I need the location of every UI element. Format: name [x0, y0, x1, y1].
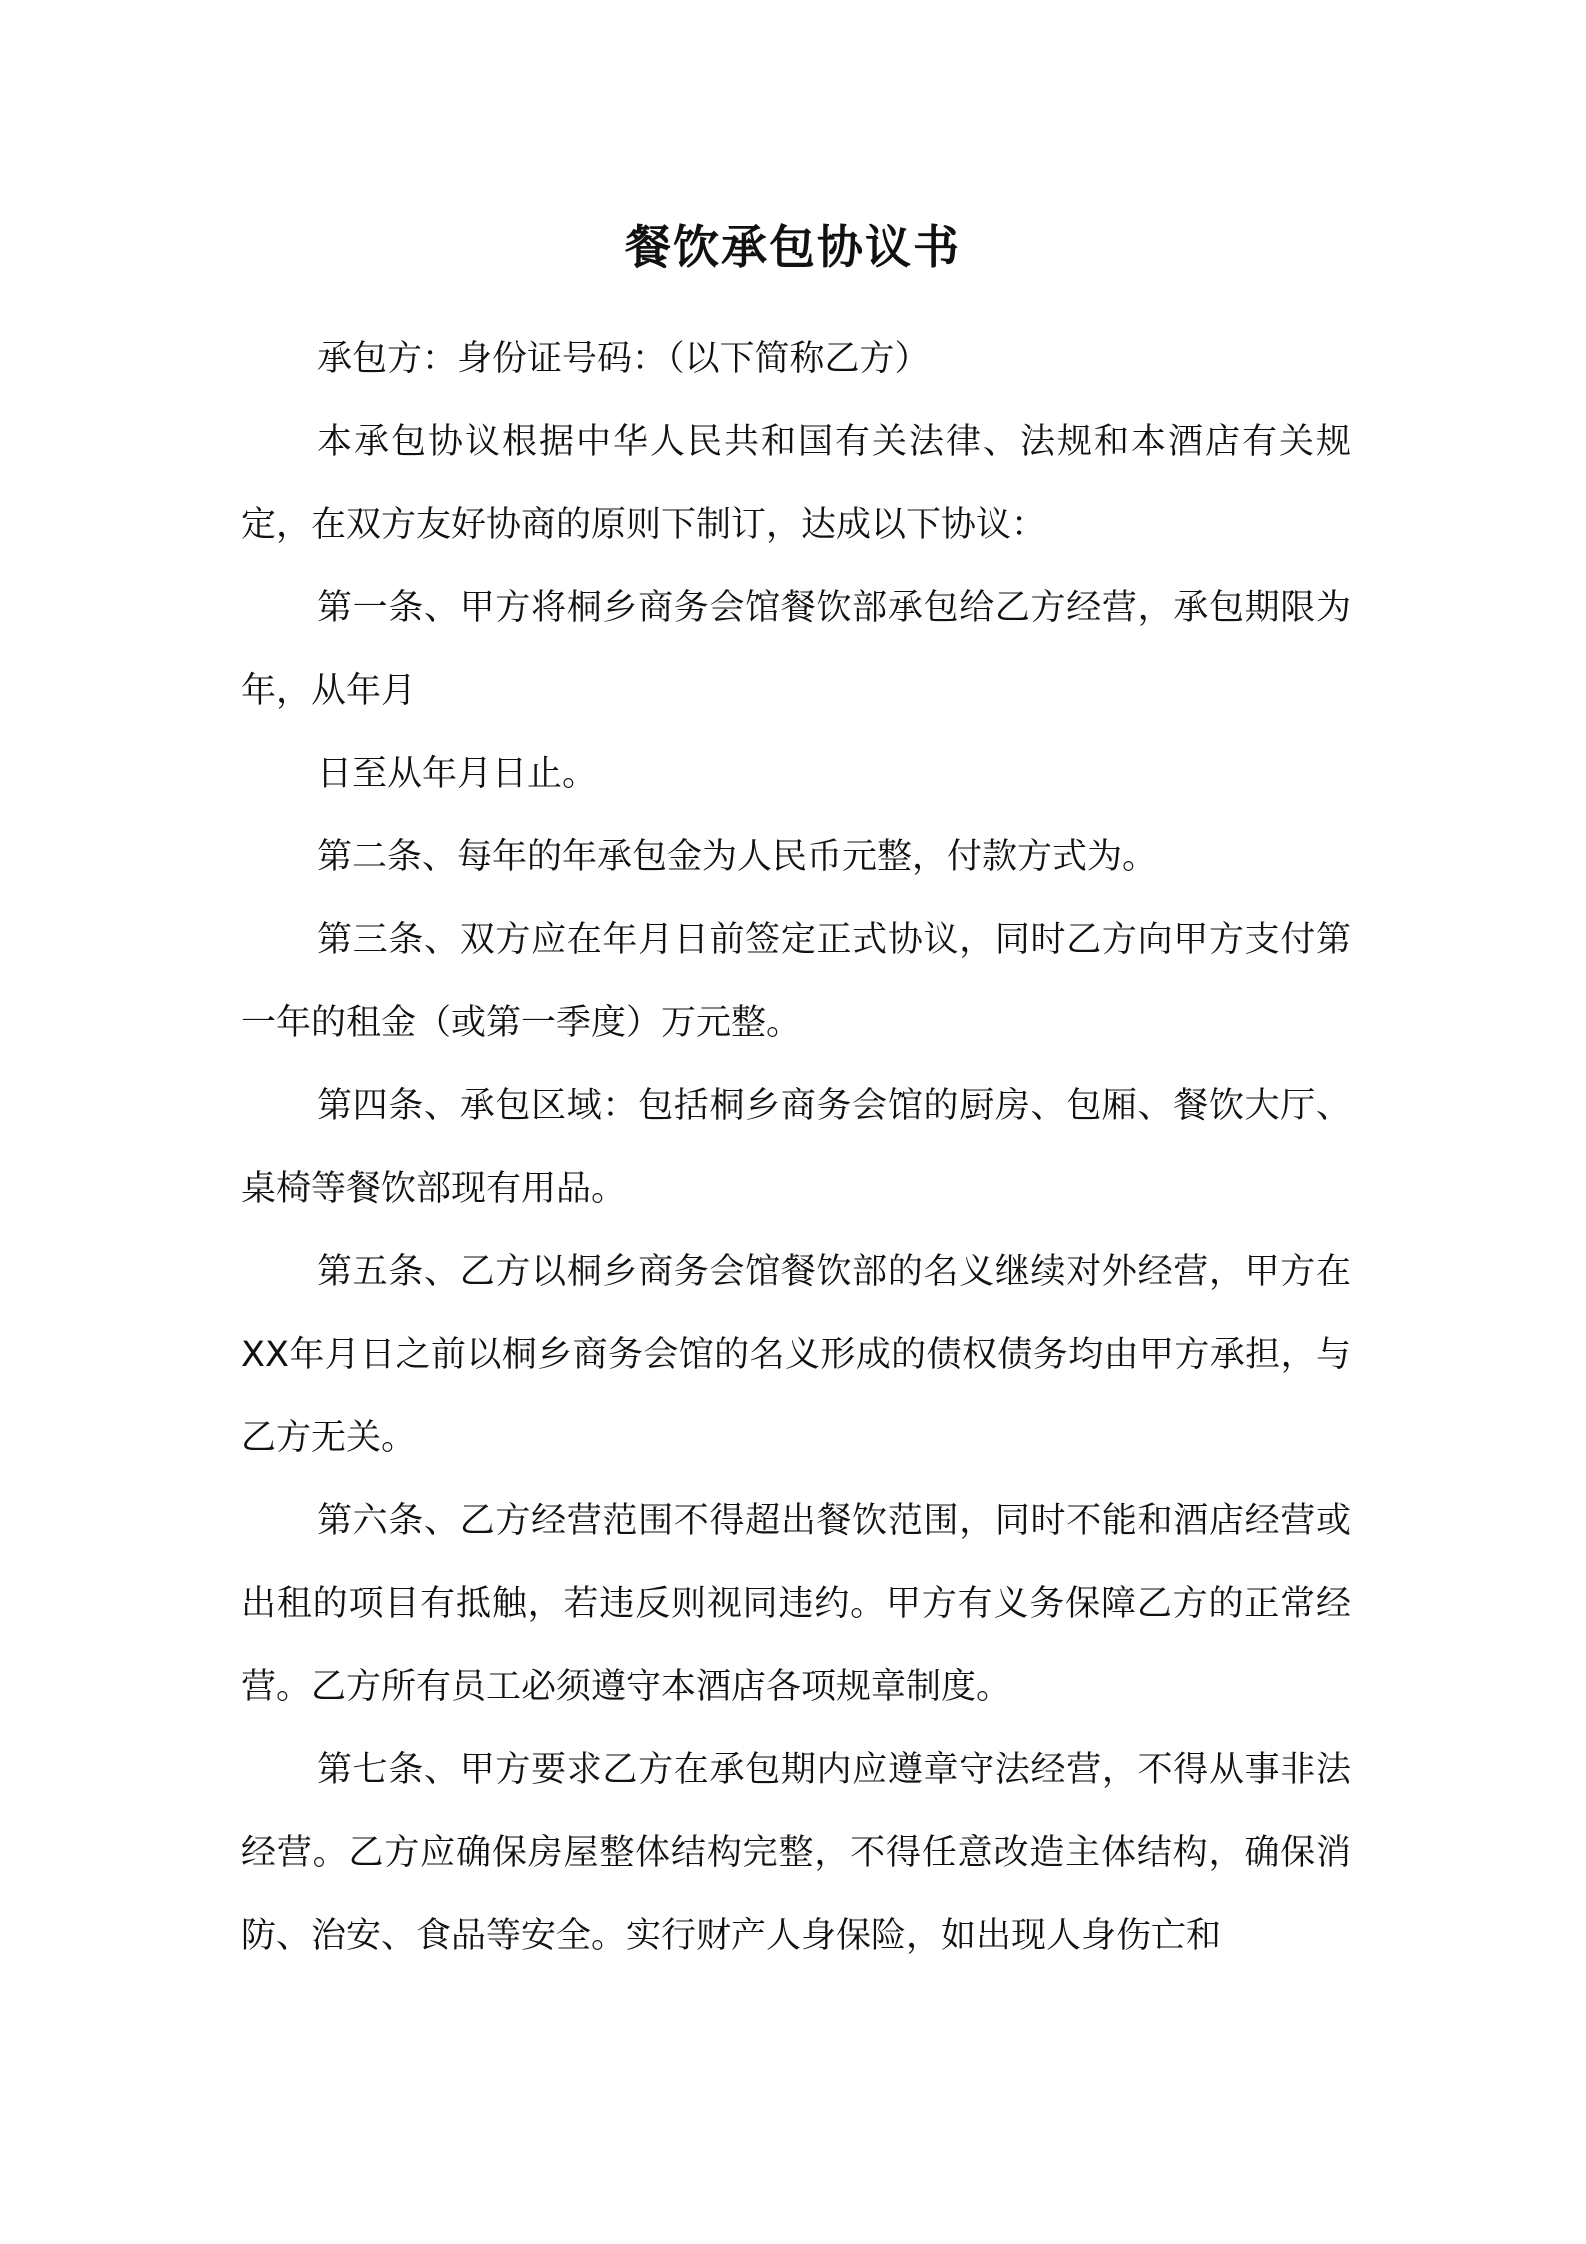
paragraph-article-1-continued: 日至从年月日止。: [317, 754, 598, 794]
paragraph-article-7: 第七条、甲方要求乙方在承包期内应遵章守法经营，不得从事非法经营。乙方应确保房屋整体结构完整，不得任意改造主体结构，确保消防、治安、食品等安全。实行财产人身保险，如出现人身伤亡和: [241, 1750, 1351, 1956]
paragraph-article-6: 第六条、乙方经营范围不得超出餐饮范围，同时不能和酒店经营或出租的项目有抵触，若违反则视同违约。甲方有义务保障乙方的正常经营。乙方所有员工必须遵守本酒店各项规章制度。: [241, 1501, 1351, 1707]
document-body: [241, 318, 1351, 1978]
paragraph-article-3: 第三条、双方应在年月日前签定正式协议，同时乙方向甲方支付第一年的租金（或第一季度）万元整。: [241, 920, 1351, 1043]
paragraph-preamble: 本承包协议根据中华人民共和国有关法律、法规和本酒店有关规定，在双方友好协商的原则下制订，达成以下协议：: [241, 422, 1351, 545]
paragraph-article-4: 第四条、承包区域：包括桐乡商务会馆的厨房、包厢、餐饮大厅、桌椅等餐饮部现有用品。: [241, 1086, 1351, 1209]
paragraph-article-5: 第五条、乙方以桐乡商务会馆餐饮部的名义继续对外经营，甲方在XX年月日之前以桐乡商务会馆的名义形成的债权债务均由甲方承担，与乙方无关。: [241, 1252, 1351, 1458]
paragraph-article-1: 第一条、甲方将桐乡商务会馆餐饮部承包给乙方经营，承包期限为年，从年月: [241, 588, 1351, 711]
paragraph-article-2: 第二条、每年的年承包金为人民币元整，付款方式为。: [317, 837, 1158, 877]
document-title: 餐饮承包协议书: [625, 220, 961, 274]
paragraph-contractor: 承包方：身份证号码：（以下简称乙方）: [317, 339, 930, 379]
